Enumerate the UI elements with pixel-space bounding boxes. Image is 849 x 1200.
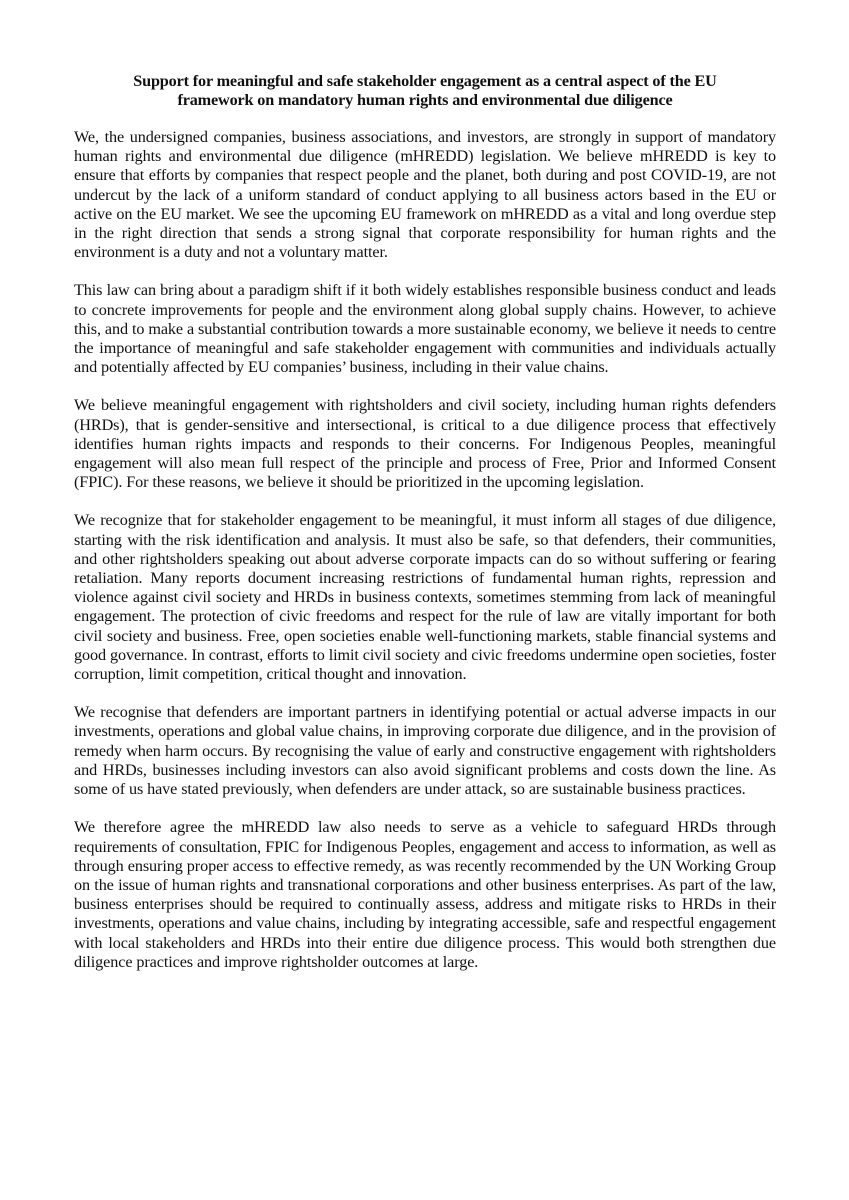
- paragraph-meaningful-engagement: We believe meaningful engagement with rightsholders and civil society, including human rights defenders (HRDs), that is gender-sensitive and intersectional, is critical to a due diligence process that effectively identifies human rights impacts and responds to their concerns. For Indigenous Peoples, meaningful engagement will also mean full respect of the principle and process of Free, Prior and Informed Consent (FPIC). For these reasons, we believe it should be prioritized in the upcoming legislation.: [74, 396, 776, 492]
- paragraph-safe-engagement: We recognize that for stakeholder engagement to be meaningful, it must inform all stages of due diligence, starting with the risk identification and analysis. It must also be safe, so that defenders, their communities, and other rightsholders speaking out about adverse corporate impacts can do so without suffering or fearing retaliation. Many reports document increasing restrictions of fundamental human rights, repression and violence against civil society and HRDs in business contexts, sometimes stemming from lack of meaningful engagement. The protection of civic freedoms and respect for the rule of law are vitally important for both civil society and business. Free, open societies enable well-functioning markets, stable financial systems and good governance. In contrast, efforts to limit civil society and civic freedoms undermine open societies, foster corruption, limit competition, critical thought and innovation.: [74, 511, 776, 684]
- document-page: [74, 72, 776, 991]
- document-title: [74, 72, 776, 110]
- title-line: Support for meaningful and safe stakeholder engagement as a central aspect of the EU: [133, 72, 717, 90]
- paragraph-defenders-partners: We recognise that defenders are important partners in identifying potential or actual adverse impacts in our investments, operations and global value chains, in improving corporate due diligence, and in the provision of remedy when harm occurs. By recognising the value of early and constructive engagement with rightsholders and HRDs, businesses including investors can also avoid significant problems and costs down the line. As some of us have stated previously, when defenders are under attack, so are sustainable business practices.: [74, 703, 776, 799]
- paragraph-support-statement: We, the undersigned companies, business associations, and investors, are strongly in support of mandatory human rights and environmental due diligence (mHREDD) legislation. We believe mHREDD is key to ensure that efforts by companies that respect people and the planet, both during and post COVID-19, are not undercut by the lack of a uniform standard of conduct applying to all business actors based in the EU or active on the EU market. We see the upcoming EU framework on mHREDD as a vital and long overdue step in the right direction that sends a strong signal that corporate responsibility for human rights and the environment is a duty and not a voluntary matter.: [74, 128, 776, 262]
- paragraph-paradigm-shift: This law can bring about a paradigm shift if it both widely establishes responsible business conduct and leads to concrete improvements for people and the environment along global supply chains. However, to achieve this, and to make a substantial contribution towards a more sustainable economy, we believe it needs to centre the importance of meaningful and safe stakeholder engagement with communities and individuals actually and potentially affected by EU companies’ business, including in their value chains.: [74, 281, 776, 377]
- paragraph-safeguard-hrds: We therefore agree the mHREDD law also needs to serve as a vehicle to safeguard HRDs through requirements of consultation, FPIC for Indigenous Peoples, engagement and access to information, as well as through ensuring proper access to effective remedy, as was recently recommended by the UN Working Group on the issue of human rights and transnational corporations and other business enterprises. As part of the law, business enterprises should be required to continually assess, address and mitigate risks to HRDs in their investments, operations and value chains, including by integrating accessible, safe and respectful engagement with local stakeholders and HRDs into their entire due diligence process. This would both strengthen due diligence practices and improve rightsholder outcomes at large.: [74, 818, 776, 971]
- title-line: framework on mandatory human rights and environmental due diligence: [177, 91, 673, 109]
